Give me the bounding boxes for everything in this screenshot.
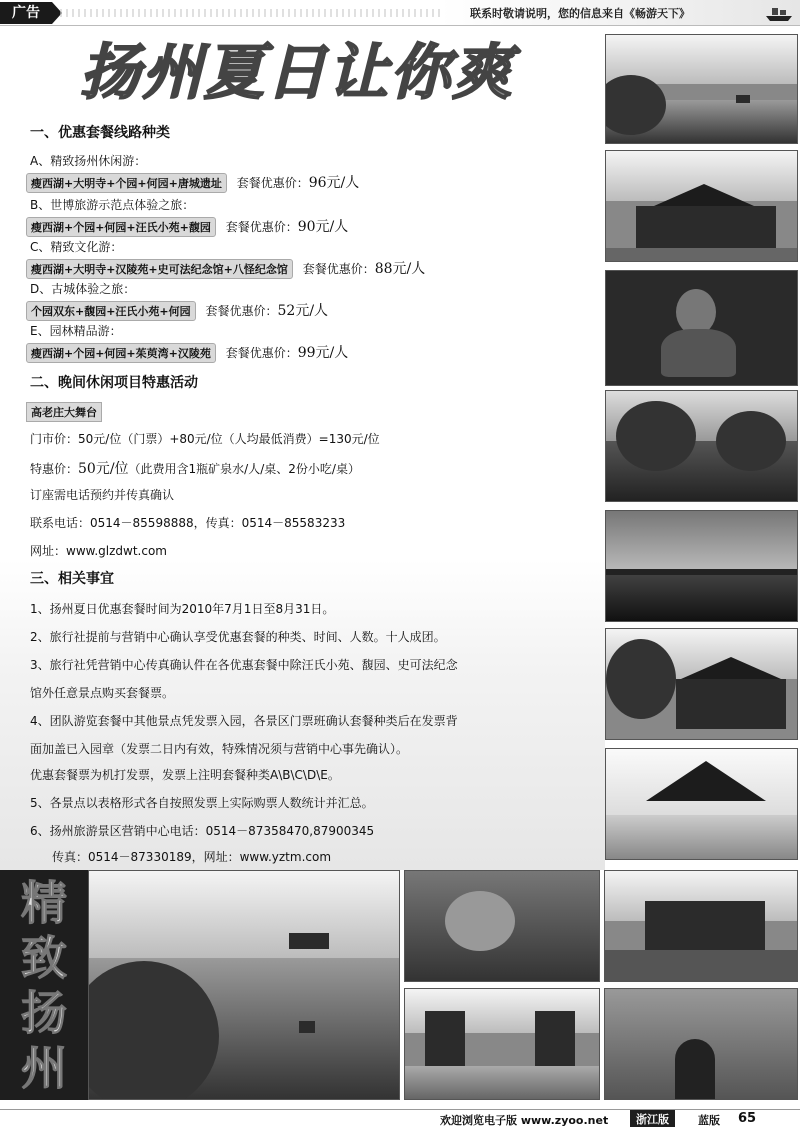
note-item: 6、扬州旅游景区营销中心电话：0514－87358470,87900345: [30, 824, 375, 838]
note-item: 传真：0514－87330189，网址：www.yztm.com: [52, 850, 332, 864]
note-item: 面加盖已入园章（发票二日内有效，特殊情况须与营销中心事先确认）。: [30, 742, 409, 756]
package-a-row: [30, 172, 359, 193]
section-heading-packages: 一、优惠套餐线路种类: [30, 125, 170, 141]
side-label-char: 精: [21, 876, 67, 930]
package-a-price-label: 套餐优惠价：: [236, 176, 309, 190]
photo-temple-hall: [605, 150, 798, 262]
package-c-route: 瘦西湖+大明寺+汉陵苑+史可法纪念馆+八怪纪念馆: [26, 259, 293, 279]
package-b-price: 90元/人: [297, 219, 349, 235]
side-label-panel: [0, 870, 88, 1100]
ad-tag: 广告: [0, 2, 52, 24]
package-d-row: [30, 300, 328, 321]
note-item: 馆外任意景点购买套餐票。: [30, 686, 175, 700]
venue-badge: 高老庄大舞台: [26, 402, 102, 422]
page-number: 65: [738, 1111, 757, 1126]
venue-contact: 联系电话：0514－85598888，传真：0514－85583233: [30, 516, 346, 530]
photo-city-gate: [604, 870, 798, 982]
photo-pavilion: [605, 628, 798, 740]
package-b-route: 瘦西湖+个园+何园+汪氏小苑+馥园: [26, 217, 216, 237]
photo-night-river: [605, 510, 798, 622]
special-price-label: 特惠价：: [30, 462, 79, 476]
note-item: 5、各景点以表格形式各自按照发票上实际购票人数统计并汇总。: [30, 796, 374, 810]
note-item: 1、扬州夏日优惠套餐时间为2010年7月1日至8月31日。: [30, 602, 335, 616]
note-item: 4、团队游览套餐中其他景点凭发票入园，各景区门票班确认套餐种类后在发票背: [30, 714, 458, 728]
package-a-price: 96元/人: [308, 175, 360, 191]
package-e-price-label: 套餐优惠价：: [225, 346, 298, 360]
package-e-route: 瘦西湖+个园+何园+茱萸湾+汉陵苑: [26, 343, 216, 363]
photo-rock-garden: [605, 390, 798, 502]
package-e-row: [30, 342, 348, 363]
note-item: 3、旅行社凭营销中心传真确认件在各优惠套餐中除汪氏小苑、馥园、史可法纪念: [30, 658, 458, 672]
photo-old-residence: [604, 988, 798, 1100]
special-price: 50元/位: [78, 461, 129, 477]
package-d-route: 个园双东+馥园+汪氏小苑+何园: [26, 301, 196, 321]
photo-waterfall-rocks: [404, 870, 600, 982]
package-e-price: 99元/人: [297, 345, 349, 361]
venue-row: [30, 402, 102, 422]
top-banner: [0, 0, 800, 26]
package-c-row: [30, 258, 425, 279]
page-title: 扬州夏日让你爽: [80, 38, 514, 108]
section-heading-notes: 三、相关事宜: [30, 571, 114, 587]
photo-lake-boats: [605, 34, 798, 144]
package-b-row: [30, 216, 348, 237]
package-d-price: 52元/人: [277, 303, 329, 319]
note-item: 2、旅行社提前与营销中心确认享受优惠套餐的种类、时间、人数。十人成团。: [30, 630, 446, 644]
package-d-price-label: 套餐优惠价：: [205, 304, 278, 318]
package-e-name: E、园林精品游：: [30, 324, 122, 338]
package-b-price-label: 套餐优惠价：: [225, 220, 298, 234]
section-heading-evening: 二、晚间休闲项目特惠活动: [30, 375, 198, 391]
photo-slender-west-lake: [88, 870, 400, 1100]
special-price-note: （此费用含1瓶矿泉水/人/桌、2份小吃/桌）: [128, 462, 360, 476]
ship-logo-icon: [764, 4, 794, 22]
package-c-price: 88元/人: [374, 261, 426, 277]
note-item: 优惠套餐票为机打发票，发票上注明套餐种类A\B\C\D\E。: [30, 768, 340, 782]
photo-buddha-statue: [605, 270, 798, 386]
package-a-route: 瘦西湖+大明寺+个园+何园+唐城遗址: [26, 173, 227, 193]
footer-edition: 浙江版: [630, 1110, 675, 1127]
photo-memorial-gate: [404, 988, 600, 1100]
package-c-name: C、精致文化游：: [30, 240, 123, 254]
page-footer: [0, 1109, 800, 1127]
footer-color: 蓝版: [698, 1114, 720, 1127]
venue-website: 网址：www.glzdwt.com: [30, 544, 167, 558]
photo-pyramid-museum: [605, 748, 798, 860]
booking-note: 订座需电话预约并传真确认: [30, 488, 175, 502]
side-label-char: 致: [21, 931, 67, 985]
source-notice: 联系时敬请说明，您的信息来自《畅游天下》: [470, 7, 690, 20]
decorative-strip: [60, 9, 440, 17]
door-price: 门市价：50元/位（门票）+80元/位（人均最低消费）=130元/位: [30, 432, 380, 446]
footer-welcome: 欢迎浏览电子版 www.zyoo.net: [440, 1114, 609, 1127]
side-label-char: 州: [21, 1041, 67, 1095]
package-a-name: A、精致扬州休闲游：: [30, 154, 147, 168]
package-b-name: B、世博旅游示范点体验之旅：: [30, 198, 195, 212]
package-d-name: D、古城体验之旅：: [30, 282, 136, 296]
package-c-price-label: 套餐优惠价：: [302, 262, 375, 276]
side-label-char: 扬: [21, 986, 67, 1040]
special-price-row: [30, 458, 360, 478]
